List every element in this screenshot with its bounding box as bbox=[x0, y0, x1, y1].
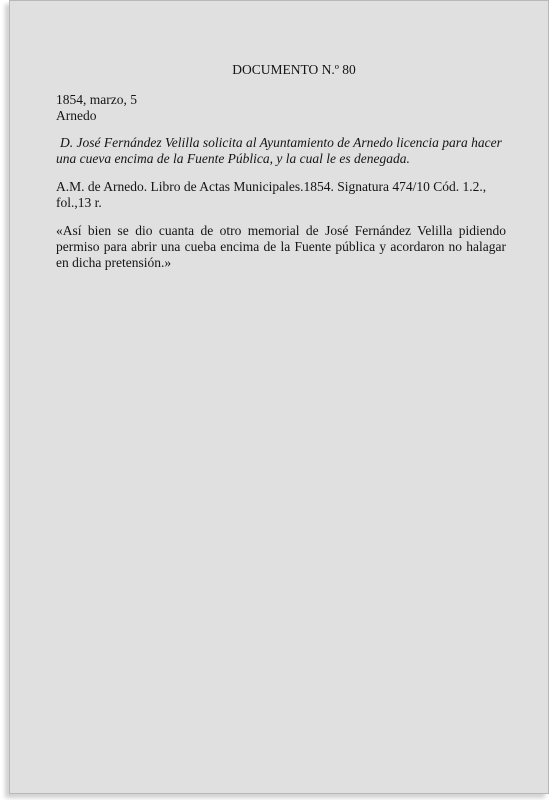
date-place-block bbox=[56, 92, 506, 124]
document-source: A.M. de Arnedo. Libro de Actas Municipales.1854. Signatura 474/10 Cód. 1.2., fol.,13 r. bbox=[56, 179, 487, 210]
document-place: Arnedo bbox=[56, 108, 97, 123]
document-page bbox=[9, 0, 549, 794]
document-summary: D. José Fernández Velilla solicita al Ayuntamiento de Arnedo licencia para hacer una cueva encima de la Fuente Pública, y la cual le es denegada. bbox=[56, 135, 502, 166]
document-date: 1854, marzo, 5 bbox=[56, 92, 137, 107]
document-quote: «Así bien se dio cuanta de otro memorial de José Fernández Velilla pidiendo permiso para abrir una cueba encima de la Fuente pública y acordaron no halagar en dicha pretensión.» bbox=[56, 223, 506, 270]
document-heading: DOCUMENTO N.º 80 bbox=[232, 62, 356, 77]
